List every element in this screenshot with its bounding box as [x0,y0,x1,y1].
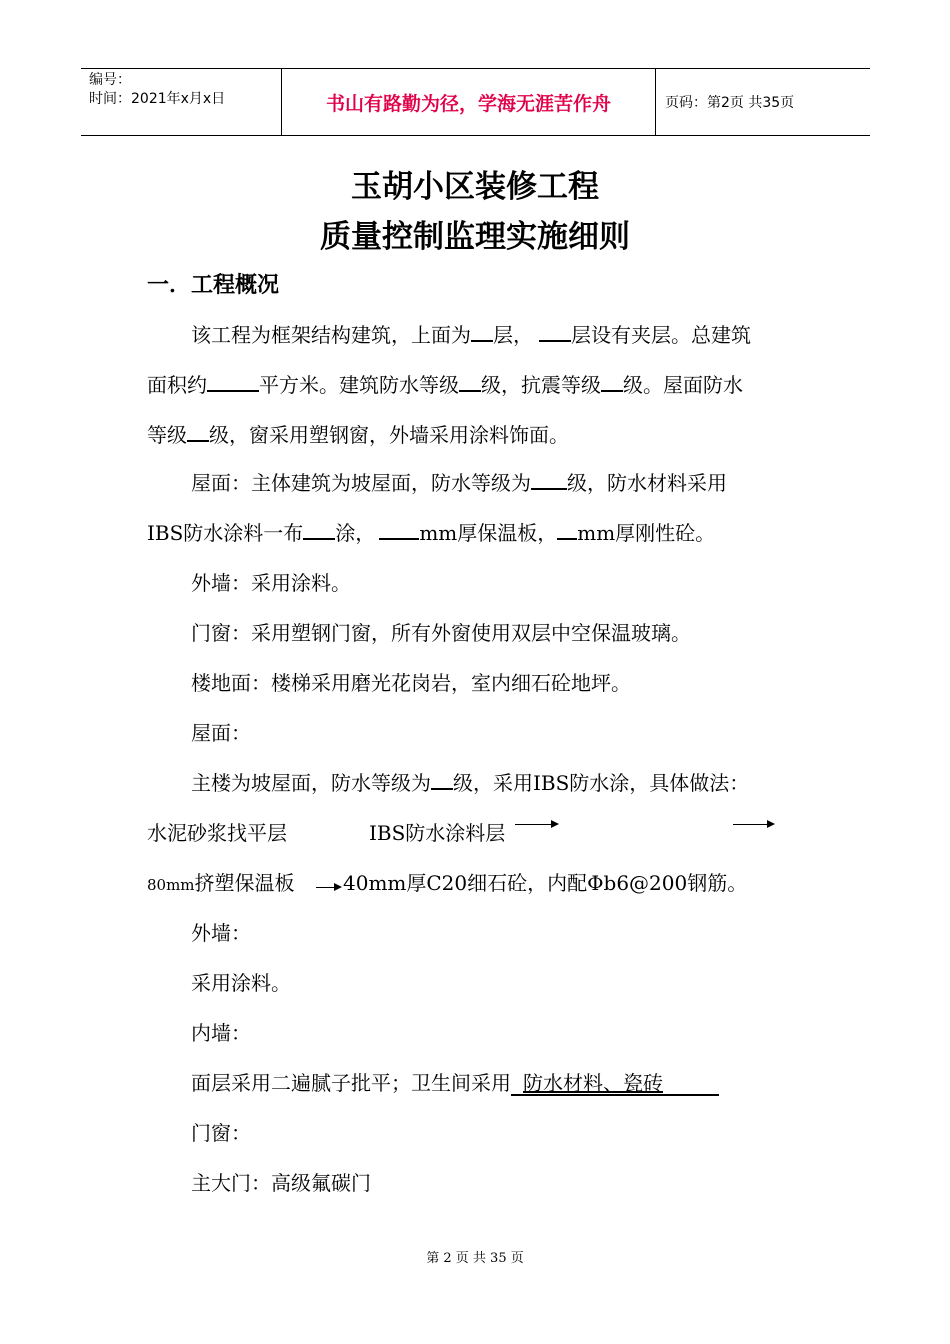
text: 屋面：主体建筑为坡屋面，防水等级为 [191,471,531,495]
text: 等级 [147,423,187,447]
blank-field [431,768,453,790]
wall-line: 外墙：采用涂料。 [191,571,351,595]
int-wall-label: 内墙： [191,1021,251,1045]
text: 级，窗采用塑钢窗，外墙采用涂料饰面。 [209,423,569,447]
header-meta [89,71,225,109]
blank-field [471,320,493,342]
paragraph-line [191,320,751,350]
text: mm厚刚性砼。 [577,521,716,545]
door-label: 门窗： [191,1121,251,1145]
arrow-right-icon [515,824,557,825]
text: 级，采用IBS防水涂，具体做法： [453,771,750,795]
doc-subtitle: 质量控制监理实施细则 [320,219,630,255]
text: 该工程为框架结构建筑，上面为 [191,323,471,347]
text: 面层采用二遍腻子批平；卫生间采用 [191,1071,511,1095]
arrow-right-icon [316,887,340,888]
doc-number: 编号： [89,72,131,88]
paragraph-line [191,768,749,798]
header-motto: 书山有路勤为径，学海无涯苦作舟 [325,92,611,115]
text: 面积约 [147,373,207,397]
main-door-line: 主大门：高级氟碳门 [191,1171,371,1195]
page-header [81,68,870,136]
layer-waterproof: IBS防水涂料层 [369,821,506,845]
ext-wall-label: 外墙： [191,921,251,945]
blank-field [539,320,571,342]
blank-field [187,420,209,442]
ext-wall-text: 采用涂料。 [191,971,291,995]
text: 级，抗震等级 [481,373,601,397]
header-divider [655,68,656,136]
text: 主楼为坡屋面，防水等级为 [191,771,431,795]
layer-concrete: 40mm厚C20细石砼，内配Φb6@200钢筋。 [343,871,748,895]
text: 级。屋面防水 [623,373,743,397]
doc-title: 玉胡小区装修工程 [351,169,599,205]
paragraph-line [147,518,715,548]
text: IBS防水涂料一布 [147,521,304,545]
text: 涂， [335,521,376,545]
paragraph-line [147,420,569,450]
text: mm厚保温板， [419,521,558,545]
paragraph-line [147,370,743,400]
roof-label: 屋面： [191,721,251,745]
doc-time: 时间：2021年x月x日 [89,91,226,107]
blank-field [207,370,259,392]
floor-line: 楼地面：楼梯采用磨光花岗岩，室内细石砼地坪。 [191,671,631,695]
window-line: 门窗：采用塑钢门窗，所有外窗使用双层中空保温玻璃。 [191,621,691,645]
text: 层， [493,323,533,347]
underlined-text: 防水材料、瓷砖 [511,1072,719,1096]
text: 挤塑保温板 [194,871,295,895]
blank-field [601,370,623,392]
blank-field [303,518,335,540]
arrow-right-icon [733,824,773,825]
blank-field [557,518,577,540]
paragraph-line [191,1068,719,1098]
layer-leveling: 水泥砂浆找平层 [147,821,287,845]
page-footer: 第 2 页 共 35 页 [426,1251,524,1266]
header-page-info: 页码：第2页 共35页 [665,95,795,111]
section-heading: 一．工程概况 [147,272,280,298]
blank-field [459,370,481,392]
text: 层设有夹层。总建筑 [571,323,751,347]
text: 80mm [147,876,195,894]
blank-field [379,518,419,540]
text: 级，防水材料采用 [567,471,727,495]
paragraph-line [147,868,295,900]
text: 平方米。建筑防水等级 [259,373,459,397]
blank-field [531,468,567,490]
paragraph-line [191,468,727,498]
